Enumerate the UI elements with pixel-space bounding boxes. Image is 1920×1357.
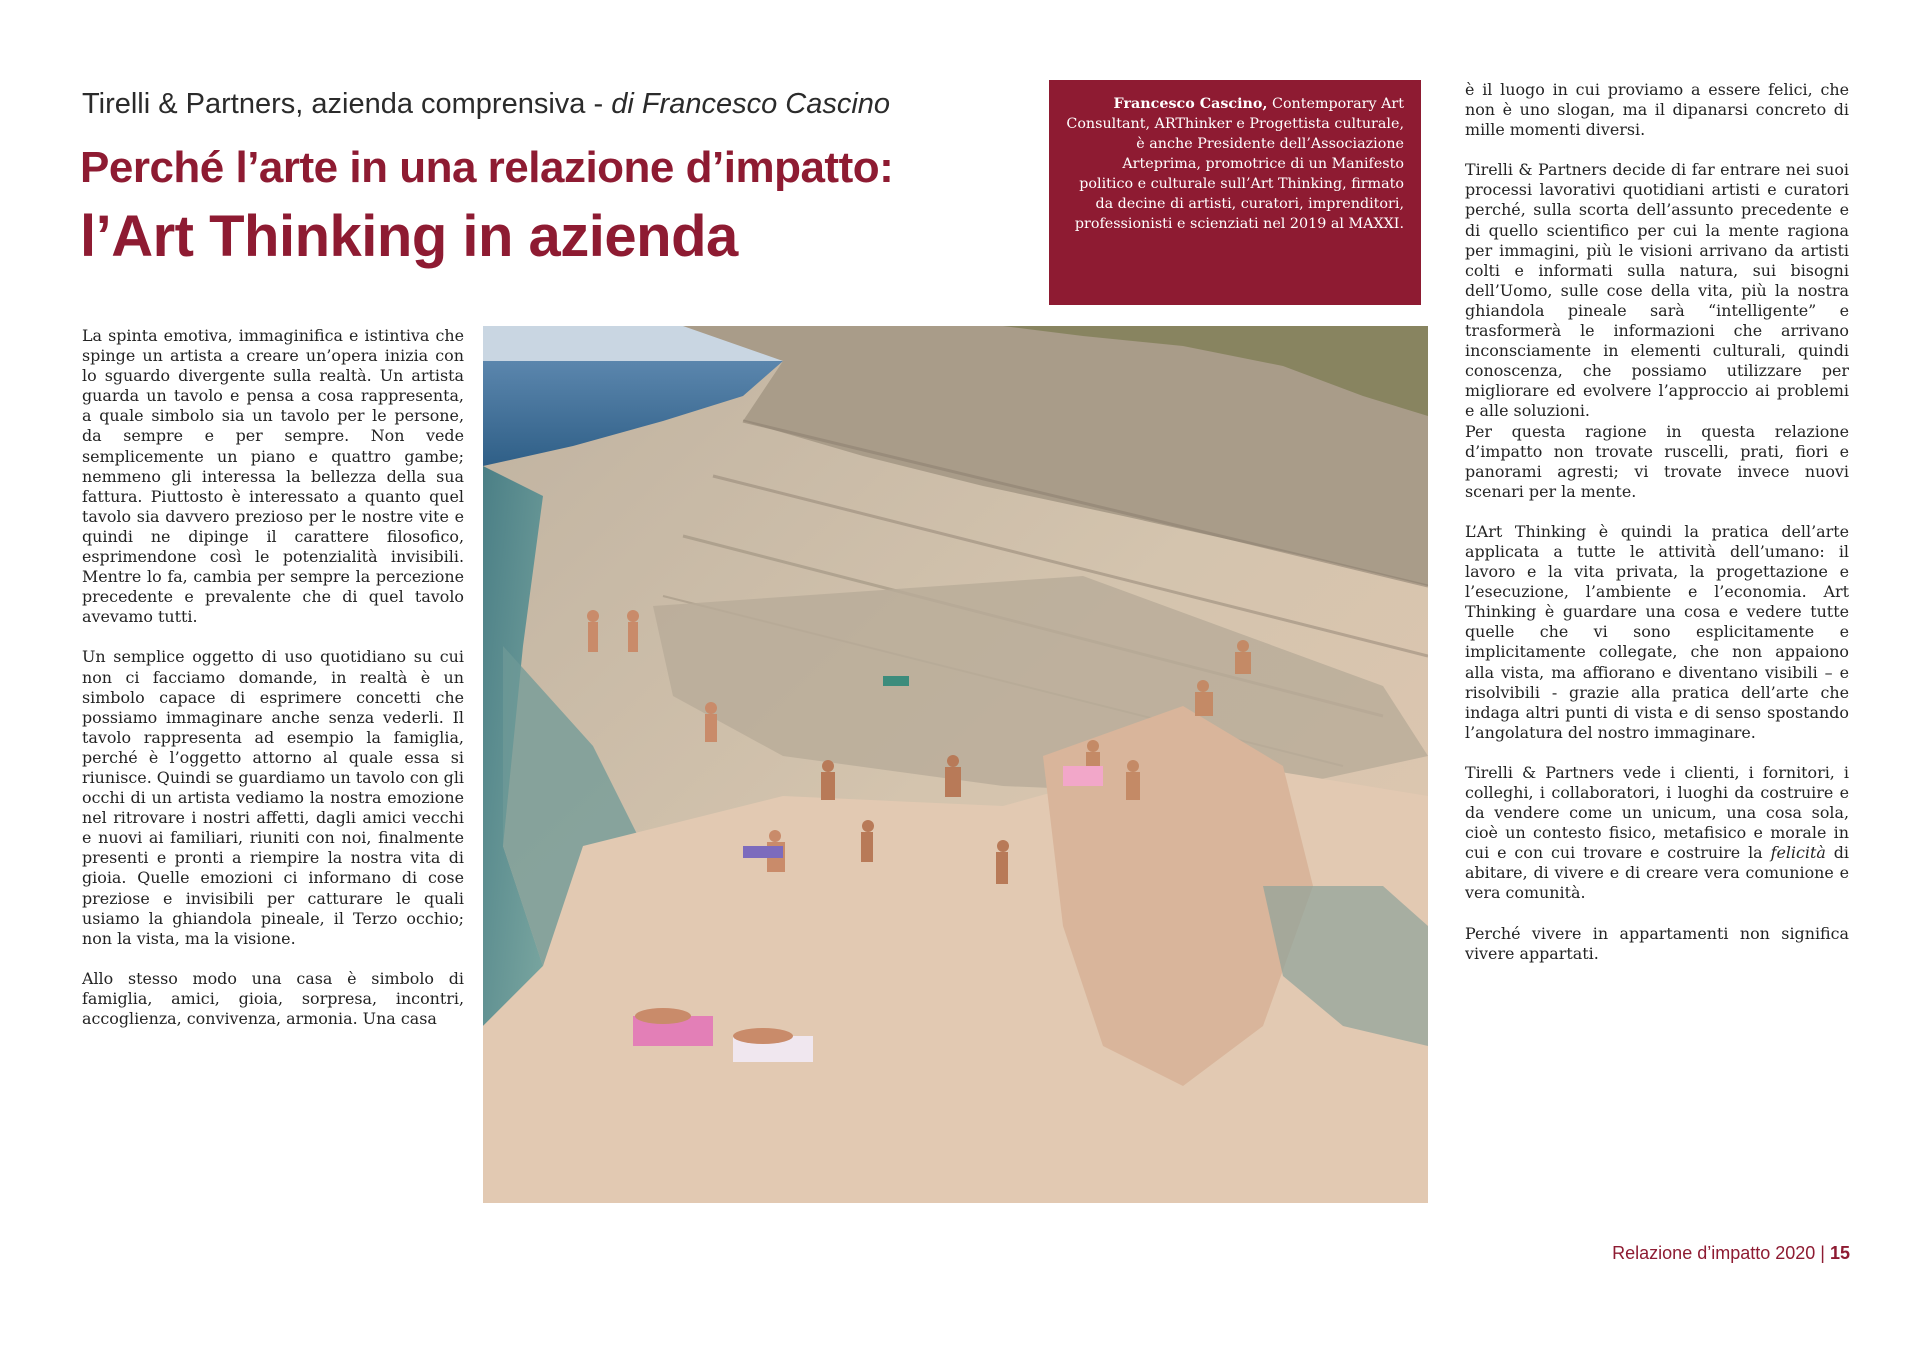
left-paragraph-3: Allo stesso modo una casa è simbolo di famiglia, amici, gioia, sorpresa, incontri, accoglienza, convivenza, armonia. Una casa [82,968,464,1028]
left-paragraph-2: Un semplice oggetto di uso quotidiano su cui non ci facciamo domande, in realtà è un simbolo capace di esprimere concetti che possiamo immaginare anche senza vederli. Il tavolo rappresenta ad esempio la famiglia, perché è l’oggetto attorno al quale essa si riunisce. Quindi se guardiamo un tavolo con gli occhi di un artista vediamo la nostra emozione nel ritrovare i nostri affetti, dagli amici vecchi e nuovi ai familiari, riuniti con noi, finalmente presenti e pronti a riempire la nostra vita di gioia. Quelle emozioni ci informano di cose preziose e invisibili per catturare le quali usiamo la ghiandola pineale, il Terzo occhio; non la vista, ma la visione. [82,647,464,948]
right-paragraph-3: Per questa ragione in questa relazione d’impatto non trovate ruscelli, prati, fiori e panorami agresti; vi trovate invece nuovi scenari per la mente. [1465,421,1849,501]
article-title-line-2: l’Art Thinking in azienda [80,204,738,269]
right-text-column [1465,80,1849,964]
article-kicker [82,88,982,121]
page-footer [1612,1243,1850,1264]
footer-label: Relazione d’impatto 2020 | [1612,1243,1830,1263]
right-paragraph-1: è il luogo in cui proviamo a essere felici, che non è uno slogan, ma il dipanarsi concreto di mille momenti diversi. [1465,80,1849,140]
right-paragraph-2: Tirelli & Partners decide di far entrare nei suoi processi lavorativi quotidiani artisti e curatori perché, sulla scorta dell’assunto precedente e di quello scientifico per cui la mente ragiona per immagini, più le visioni arrivano da artisti colti e informati sulla natura, sui bisogni dell’Uomo, sulle cose della vita, più la nostra ghiandola pineale sarà “intelligente” e trasformerà le informazioni che arrivano inconsciamente in elementi culturali, quindi conoscenza, che possiamo utilizzare per migliorare ed evolvere l’approccio ai problemi e alle soluzioni. [1465,160,1849,421]
rocky-coast-photo [483,326,1428,1203]
right-paragraph-5 [1465,763,1849,904]
bio-text: Contemporary Art Consultant, ARThinker e Progettista culturale, è anche Presidente dell’Associazione Arteprima, promotrice di un Manifesto politico e culturale sull’Art Thinking, firmato da decine di artisti, curatori, imprenditori, professionisti e scienziati nel 2019 al MAXXI. [1066,96,1404,232]
article-title-line-1: Perché l’arte in una relazione d’impatto: [80,143,894,192]
page-number: 15 [1829,1243,1850,1263]
author-bio-box [1049,80,1421,305]
p5-text-b: di abitare, di vivere e di creare vera comunione e vera comunità. [1465,843,1850,903]
left-paragraph-1: La spinta emotiva, immaginifica e istintiva che spinge un artista a creare un’opera inizia con lo sguardo divergente sulla realtà. Un artista guarda un tavolo e pensa a cosa rappresenta, a quale simbolo sia un tavolo per le persone, da sempre e per sempre. Non vede semplicemente un piano e quattro gambe; nemmeno gli interessa la bellezza della sua fattura. Piuttosto è interessato a quanto quel tavolo sia davvero prezioso per le nostre vite e quindi ne dipinge il carattere filosofico, esprimendone così le potenzialità invisibili. Mentre lo fa, cambia per sempre la percezione precedente e prevalente che di quel tavolo avevamo tutti. [82,326,464,627]
byline: di Francesco Cascino [611,88,891,120]
p5-text-a: Tirelli & Partners vede i clienti, i fornitori, i colleghi, i collaboratori, i luoghi da costruire e da vendere come un unicum, una cosa sola, cioè un contesto fisico, metafisico e morale in cui e con cui trovare e costruire la [1465,762,1849,863]
p5-italic-word: felicità [1770,843,1826,863]
right-paragraph-6: Perché vivere in appartamenti non significa vivere appartati. [1465,923,1849,963]
photo-illustration [483,326,1428,1203]
kicker-text: Tirelli & Partners, azienda comprensiva - [82,88,612,120]
left-text-column [82,326,464,1029]
right-paragraph-4: L’Art Thinking è quindi la pratica dell’arte applicata a tutte le attività dell’umano: il lavoro e la vita privata, la progettazione e l’esecuzione, l’ambiente e l’economia. Art Thinking è guardare una cosa e vedere tutte quelle che vi sono esplicitamente e implicitamente collegate, che non appaiono alla vista, ma affiorano e diventano visibili – e risolvibili - grazie alla pratica dell’arte che indaga altri punti di vista e di senso spostando l’angolatura del nostro immaginare. [1465,521,1849,742]
bio-author-name: Francesco Cascino, [1113,96,1268,112]
